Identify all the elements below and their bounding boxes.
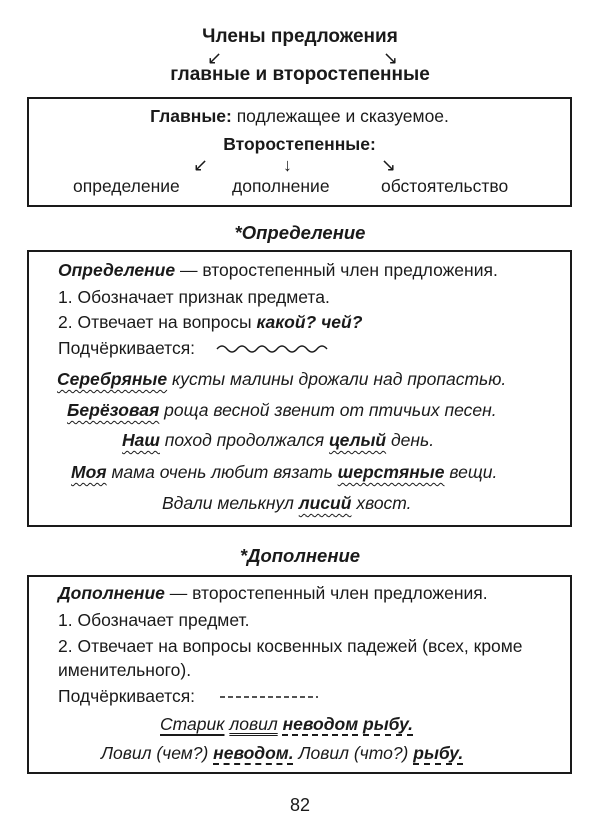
example-text: Ловил (чем?) (101, 743, 214, 763)
object-example-1 (160, 714, 413, 735)
definition-term: Определение (58, 260, 176, 280)
object-word: неводом (282, 714, 359, 734)
object-word: неводом. (213, 743, 294, 763)
item-object: дополнение (232, 176, 330, 196)
definition-example-5 (162, 493, 412, 514)
item-definition: определение (73, 176, 180, 196)
definition-questions: какой? чей? (256, 312, 363, 332)
definition-example-3 (122, 430, 434, 451)
definition-text: — второстепенный член предложения. (175, 260, 498, 280)
arrow-down-icon: ↓ (283, 155, 292, 175)
example-word: Серебряные (57, 369, 168, 389)
example-text: кусты малины дрожали над пропастью. (167, 369, 507, 389)
object-example-2 (101, 743, 463, 764)
section-title-object: *Дополнение (239, 545, 361, 566)
object-word: рыбу. (363, 714, 414, 734)
object-definition-text: — второстепенный член предложения. (164, 583, 488, 603)
object-definition-line (58, 583, 488, 604)
example-text: роща весной звенит от птичьих песен. (159, 400, 497, 420)
definition-example-2 (67, 400, 497, 421)
object-point-2-line-1: 2. Отвечает на вопросы косвенных падежей (всех, кроме (58, 636, 523, 656)
example-text: вещи. (444, 462, 498, 482)
page-subtitle: главные и второстепенные (170, 64, 430, 85)
object-term: Дополнение (58, 583, 165, 603)
object-point-1: 1. Обозначает предмет. (58, 610, 250, 630)
arrow-right-icon: ↘ (383, 48, 399, 68)
example-text: Вдали мелькнул (162, 493, 299, 513)
arrow-left-icon: ↙ (207, 48, 223, 68)
example-text: хвост. (351, 493, 412, 513)
arrow-right-icon: ↘ (381, 155, 397, 175)
example-text: Ловил (что?) (293, 743, 414, 763)
example-word: лисий (298, 493, 352, 513)
definition-point-2 (58, 312, 362, 333)
main-members-text: подлежащее и сказуемое. (236, 106, 449, 126)
dashed-line-sample-icon (219, 693, 319, 701)
secondary-members-label: Второстепенные: (223, 134, 376, 154)
page-number: 82 (289, 795, 311, 815)
object-underline-label: Подчёркивается: (58, 686, 196, 706)
object-word: рыбу. (413, 743, 464, 763)
definition-line (58, 260, 498, 281)
subject-word: Старик (160, 714, 225, 734)
definition-point-2-text: 2. Отвечает на вопросы (58, 312, 257, 332)
example-text: мама очень любит вязать (106, 462, 338, 482)
example-word: Моя (71, 462, 107, 482)
main-members-line (27, 106, 572, 127)
main-members-label: Главные: (150, 106, 232, 126)
object-point-2-line-2: именительного). (58, 660, 192, 680)
definition-example-4 (71, 462, 497, 483)
example-word: целый (329, 430, 387, 450)
example-text: поход продолжался (159, 430, 329, 450)
definition-point-1: 1. Обозначает признак предмета. (58, 287, 330, 307)
definition-example-1 (57, 369, 506, 390)
example-word: Наш (122, 430, 160, 450)
example-text: день. (386, 430, 435, 450)
example-word: Берёзовая (67, 400, 160, 420)
example-word: шерстяные (337, 462, 445, 482)
definition-underline-label: Подчёркивается: (58, 338, 196, 358)
page-title: Члены предложения (202, 26, 398, 47)
arrow-left-icon: ↙ (193, 155, 209, 175)
predicate-word: ловил (229, 714, 278, 734)
item-adverbial: обстоятельство (381, 176, 509, 196)
section-title-definition: *Определение (234, 222, 366, 243)
wavy-line-sample-icon (215, 341, 335, 357)
